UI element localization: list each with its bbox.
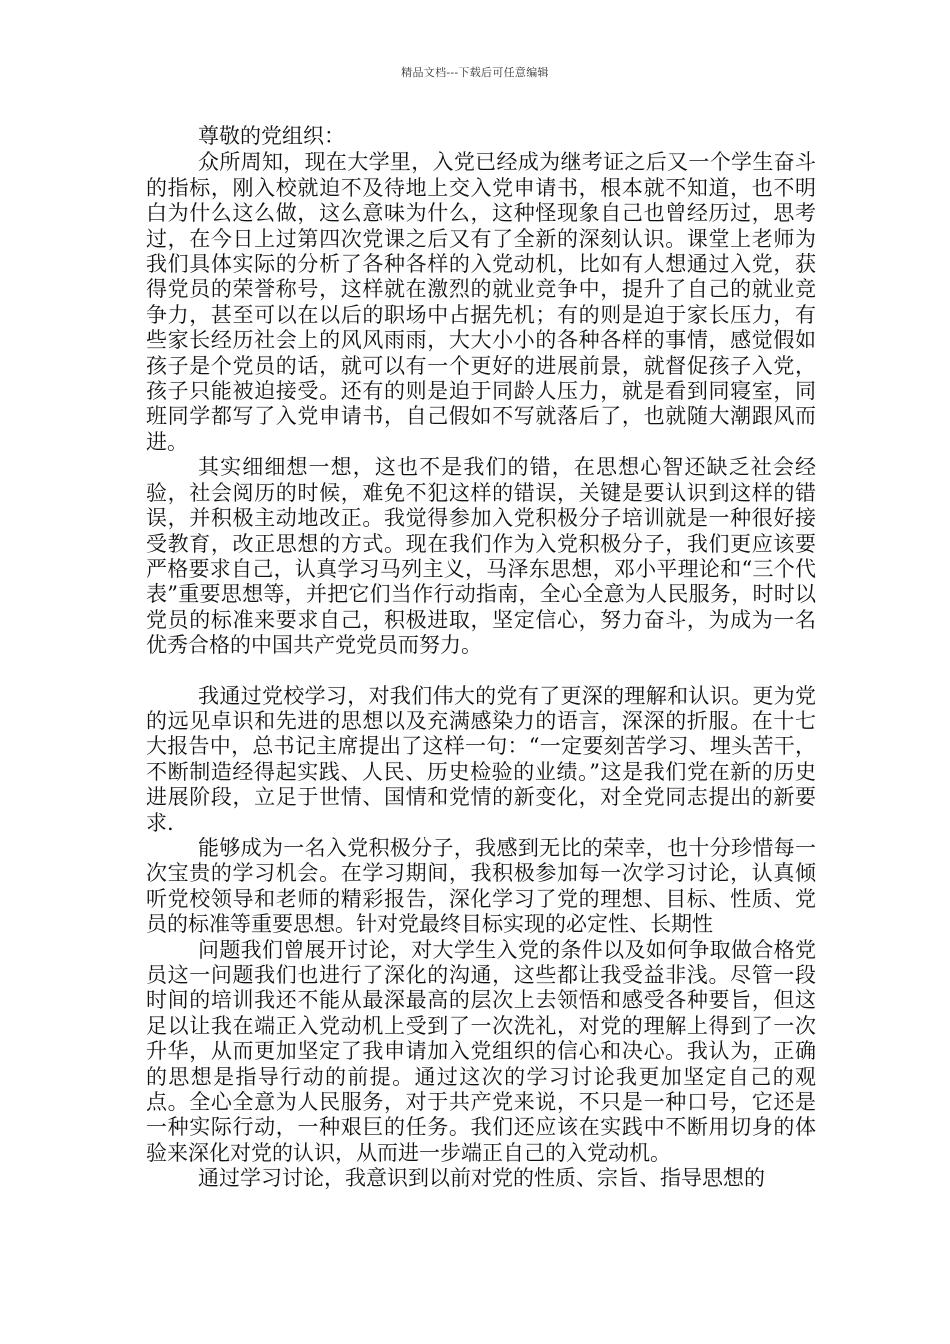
document-body: [146, 124, 816, 1192]
paragraph-5: 问题我们曾展开讨论，对大学生入党的条件以及如何争取做合格党员这一问题我们也进行了深化的沟通，这些都让我受益非浅。尽管一段时间的培训我还不能从最深最高的层次上去领悟和感受各种要旨，但这足以让我在端正入党动机上受到了一次洗礼，对党的理解上得到了一次升华，从而更加坚定了我申请加入党组织的信心和决心。我认为，正确的思想是指导行动的前提。通过这次的学习讨论我更加坚定自己的观点。全心全意为人民服务，对于共产党来说，不只是一种口号，它还是一种实际行动，一种艰巨的任务。我们还应该在实践中不断用切身的体验来深化对党的认识，从而进一步端正自己的入党动机。: [146, 937, 816, 1165]
salutation: 尊敬的党组织：: [198, 124, 345, 148]
paragraph-2: 其实细细想一想，这也不是我们的错，在思想心智还缺乏社会经验，社会阅历的时候，难免不犯这样的错误，关键是要认识到这样的错误，并积极主动地改正。我觉得参加入党积极分子培训就是一种很好接受教育，改正思想的方式。现在我们作为入党积极分子，我们更应该要严格要求自己，认真学习马列主义，马泽东思想，邓小平理论和“三个代表”重要思想等，并把它们当作行动指南，全心全意为人民服务，时时以党员的标准来要求自己，积极进取，坚定信心，努力奋斗，为成为一名优秀合格的中国共产党党员而努力。: [146, 455, 816, 658]
paragraph-1: 众所周知，现在大学里，入党已经成为继考证之后又一个学生奋斗的指标，刚入校就迫不及待地上交入党申请书，根本就不知道，也不明白为什么这么做，这么意味为什么，这种怪现象自己也曾经历过，思考过，在今日上过第四次党课之后又有了全新的深刻认识。课堂上老师为我们具体实际的分析了各种各样的入党动机，比如有人想通过入党，获得党员的荣誉称号，这样就在激烈的就业竞争中，提升了自己的就业竞争力，甚至可以在以后的职场中占据先机；有的则是迫于家长压力，有些家长经历社会上的风风雨雨，大大小小的各种各样的事情，感觉假如孩子是个党员的话，就可以有一个更好的进展前景，就督促孩子入党，孩子只能被迫接受。还有的则是迫于同龄人压力，就是看到同寝室，同班同学都写了入党申请书，自己假如不写就落后了，也就随大潮跟风而进。: [146, 150, 816, 454]
paragraph-3: 我通过党校学习，对我们伟大的党有了更深的理解和认识。更为党的远见卓识和先进的思想以及充满感染力的语言，深深的折服。在十七大报告中，总书记主席提出了这样一句：“一定要刻苦学习、埋头苦干，不断制造经得起实践、人民、历史检验的业绩。”这是我们党在新的历史进展阶段，立足于世情、国情和党情的新变化，对全党同志提出的新要求.: [146, 683, 816, 835]
paragraph-spacer: [146, 659, 816, 684]
paragraph-6: 通过学习讨论，我意识到以前对党的性质、宗旨、指导思想的: [198, 1166, 765, 1191]
paragraph-4: 能够成为一名入党积极分子，我感到无比的荣幸，也十分珍惜每一次宝贵的学习机会。在学习期间，我积极参加每一次学习讨论，认真倾听党校领导和老师的精彩报告，深化学习了党的理想、目标、性质、党员的标准等重要思想。针对党最终目标实现的必定性、长期性: [146, 835, 816, 937]
page-header: 精品文档---下载后可任意编辑: [401, 66, 549, 79]
